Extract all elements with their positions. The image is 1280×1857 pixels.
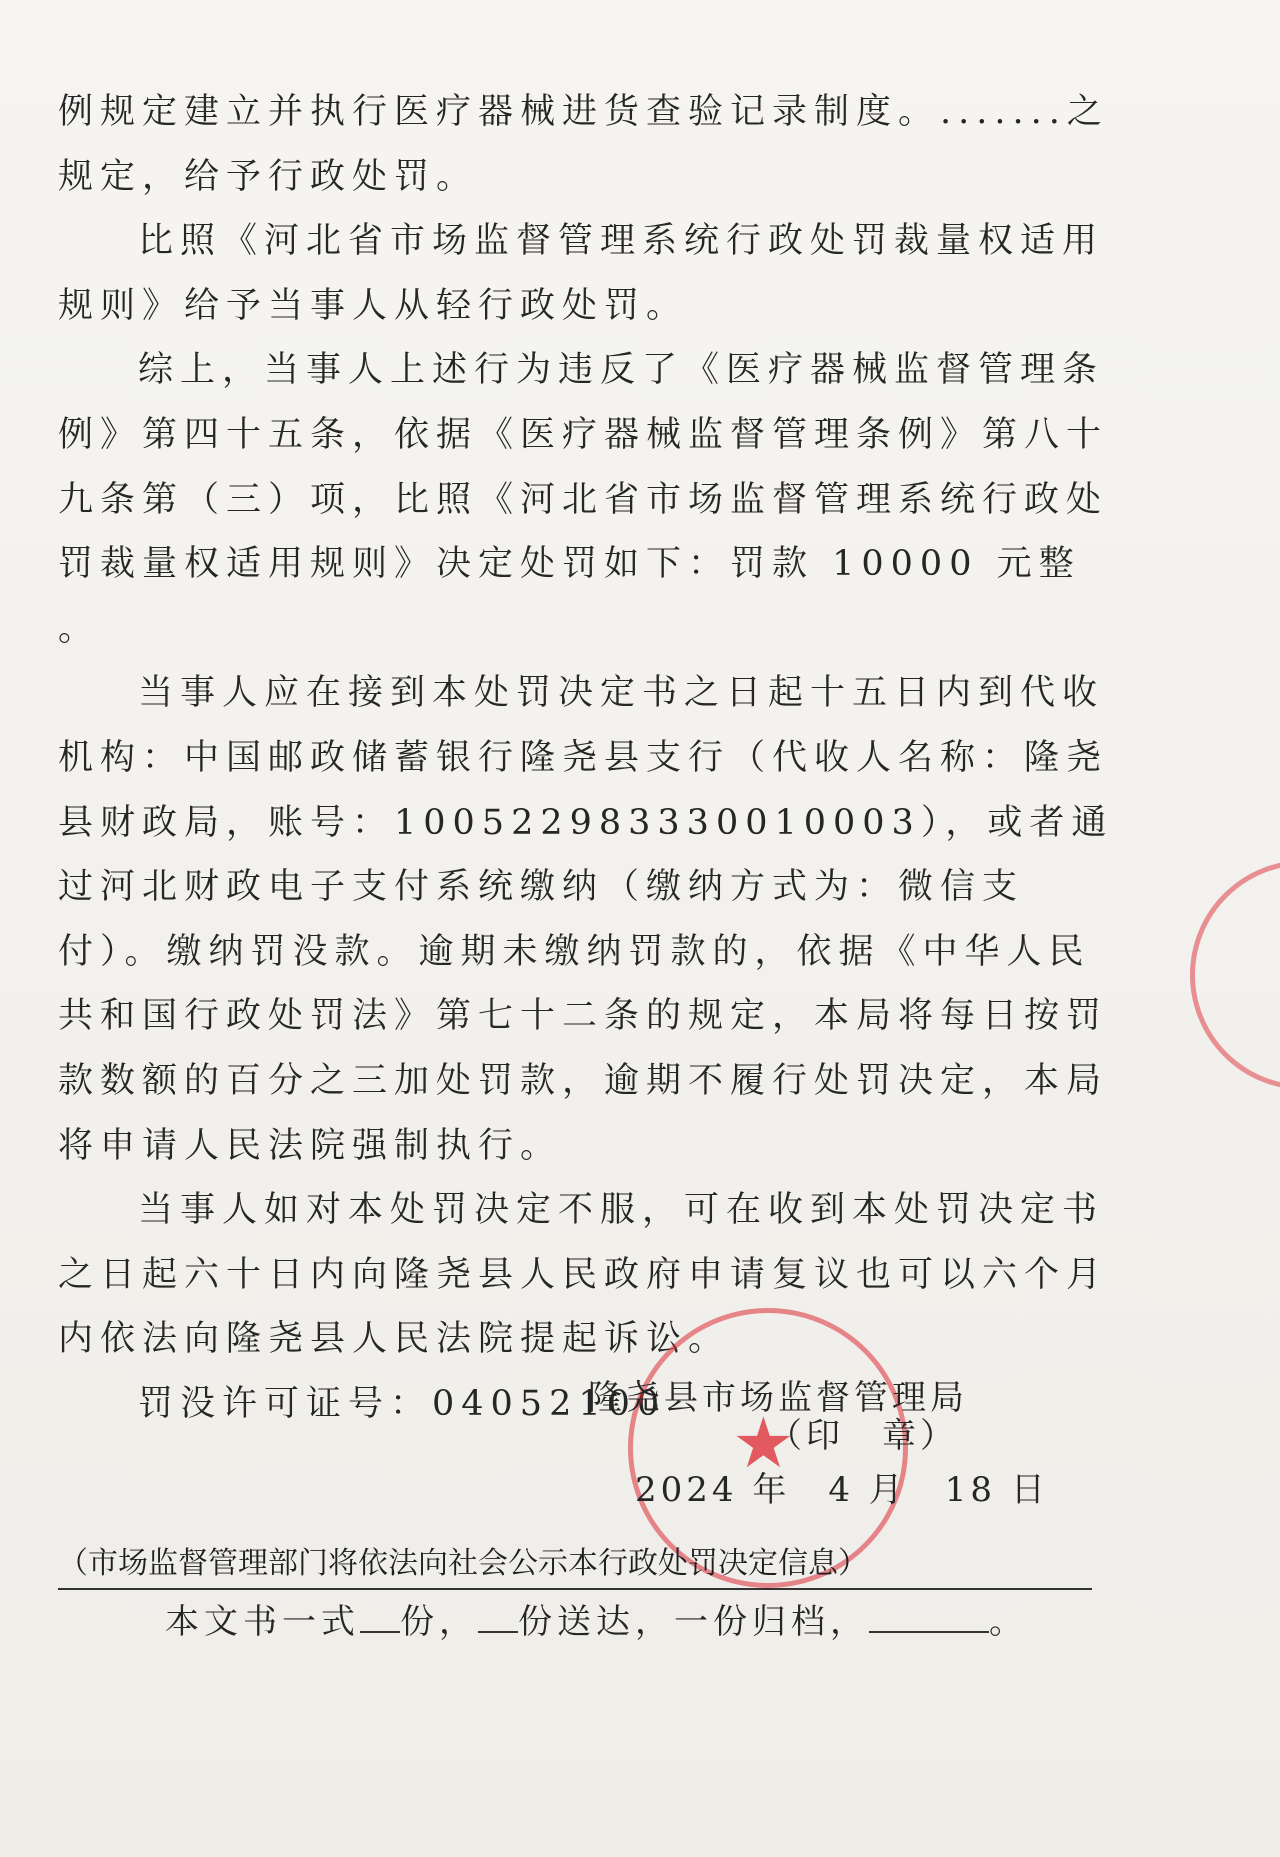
copies-text-2: 份， <box>400 1602 478 1642</box>
copies-text-3: 份送达，一份归档， <box>518 1602 869 1642</box>
paragraph-discretion-rule: 比照《河北省市场监督管理系统行政处罚裁量权适用规则》给予当事人从轻行政处罚。 <box>58 221 1105 326</box>
issuing-authority: 隆尧县市场监督管理局 <box>588 1378 968 1418</box>
paragraph-appeal-rights: 当事人如对本处罚决定不服，可在收到本处罚决定书之日起六十日内向隆尧县人民政府申请复议也可以六个月内依法向隆尧县人民法院提起诉讼。 <box>58 1190 1109 1360</box>
copies-blank-1 <box>360 1605 400 1633</box>
seal-note: （印 章） <box>768 1416 958 1456</box>
paragraph-license-number: 罚没许可证号：04052100 <box>138 1383 667 1424</box>
copies-blank-3 <box>869 1605 989 1633</box>
edge-seal-stamp <box>1190 860 1280 1090</box>
signature-block <box>560 1360 1080 1510</box>
paragraph-continuation: 例规定建立并执行医疗器械进货查验记录制度。.......之规定，给予行政处罚。 <box>58 92 1109 197</box>
issue-date: 2024 年 4 月 18 日 <box>635 1470 1049 1510</box>
copies-text-4: 。 <box>989 1602 1028 1642</box>
paragraph-payment-instructions: 当事人应在接到本处罚决定书之日起十五日内到代收机构：中国邮政储蓄银行隆尧县支行（代收人名称：隆尧县财政局，账号：100522983330010003），或者通过河北财政电子支付系统缴纳（缴纳方式为：微信支付）。缴纳罚没款。逾期未缴纳罚款的，依据《中华人民共和国行政处罚法》第七十二条的规定，本局将每日按罚款数额的百分之三加处罚款，逾期不履行处罚决定，本局将申请人民法院强制执行。 <box>58 673 1114 1166</box>
paragraph-penalty-decision: 综上，当事人上述行为违反了《医疗器械监督管理条例》第四十五条，依据《医疗器械监督管理条例》第八十九条第（三）项，比照《河北省市场监督管理系统行政处罚裁量权适用规则》决定处罚如下：罚款 10000 元整 。 <box>58 350 1109 649</box>
document-body <box>58 80 1118 1436</box>
seal-star-icon: ★ <box>732 1402 795 1484</box>
copies-line <box>165 1594 1028 1643</box>
copies-text-1: 本文书一式 <box>165 1602 360 1642</box>
copies-blank-2 <box>478 1605 518 1633</box>
public-disclosure-notice: （市场监督管理部门将依法向社会公示本行政处罚决定信息） <box>58 1538 1092 1590</box>
